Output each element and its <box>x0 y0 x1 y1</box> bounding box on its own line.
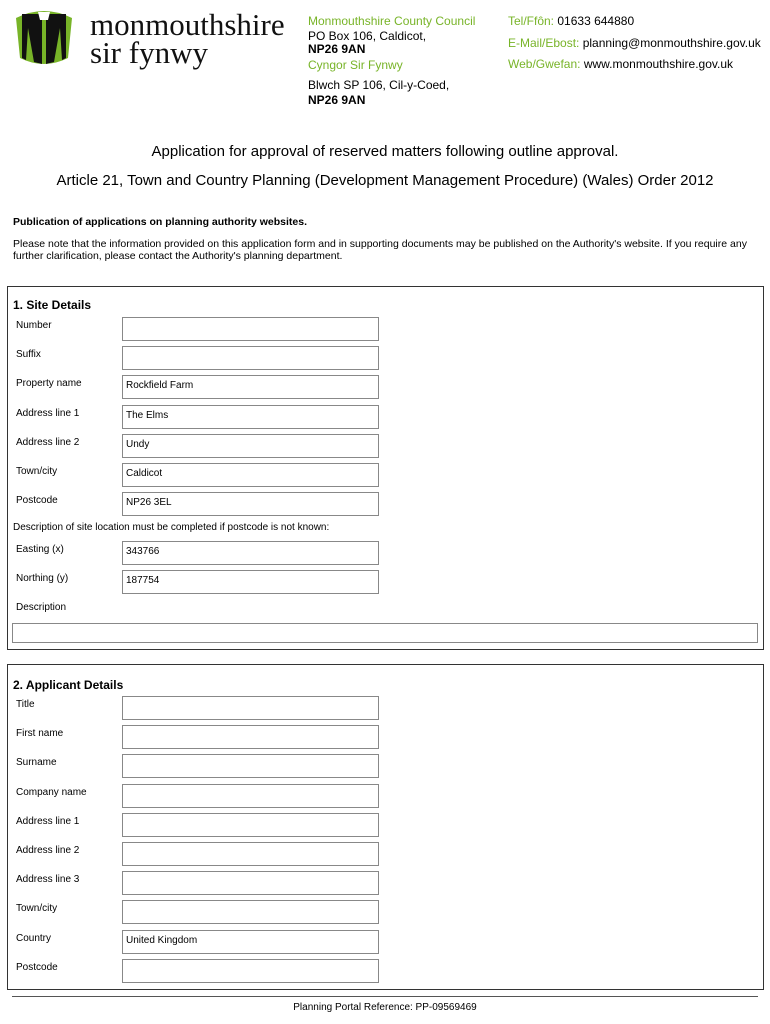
field-label: Postcode <box>16 495 58 507</box>
input-field[interactable] <box>122 463 379 487</box>
field-label: Postcode <box>16 961 58 973</box>
field-label: Address line 2 <box>16 436 80 448</box>
field-value: The Elms <box>126 409 169 421</box>
input-field[interactable] <box>122 754 379 778</box>
field-label: Number <box>16 320 52 331</box>
tel-label: Tel/Ffôn: <box>508 14 555 28</box>
input-field[interactable] <box>122 725 379 749</box>
description-field[interactable] <box>12 623 758 643</box>
field-value: Rockfield Farm <box>126 380 194 392</box>
input-field[interactable] <box>122 405 379 429</box>
monmouthshire-logo <box>12 8 76 68</box>
applicant-details-section <box>7 664 764 990</box>
input-field[interactable] <box>122 813 379 837</box>
input-field[interactable] <box>122 346 379 370</box>
footer-divider <box>12 996 758 997</box>
site-details-section <box>7 286 764 650</box>
field-label: Title <box>16 699 35 710</box>
site-location-note: Description of site location must be completed if postcode is not known: <box>13 522 330 533</box>
portal-reference: Planning Portal Reference: PP-09569469 <box>293 1002 477 1013</box>
field-label: Address line 1 <box>16 407 80 419</box>
northing-label: Northing (y) <box>16 573 69 584</box>
field-value: United Kingdom <box>126 934 198 946</box>
input-field[interactable] <box>122 842 379 866</box>
site-details-title: 1. Site Details <box>13 298 92 312</box>
web-label: Web/Gwefan: <box>508 57 581 71</box>
northing-value: 187754 <box>126 575 160 586</box>
input-field[interactable] <box>122 900 379 924</box>
easting-value: 343766 <box>126 546 160 557</box>
welsh-address: Blwch SP 106, Cil-y-Coed, <box>308 78 450 92</box>
notice-text: Please note that the information provided on this application form and in supporting documents may be published on the Authority's website. If you require any further clarification, please contact the Authority's planning department. <box>13 238 747 262</box>
input-field[interactable] <box>122 696 379 720</box>
field-label: Property name <box>16 378 82 390</box>
field-value: Caldicot <box>126 468 163 479</box>
input-field[interactable] <box>122 375 379 399</box>
tel-value: 01633 644880 <box>557 14 635 28</box>
logo-text-line2: sir fynwy <box>90 35 208 70</box>
email-value[interactable]: planning@monmouthshire.gov.uk <box>582 36 761 50</box>
input-field[interactable] <box>122 317 379 341</box>
contact-email <box>508 36 761 51</box>
input-field[interactable] <box>122 871 379 895</box>
council-postcode: NP26 9AN <box>308 42 366 56</box>
input-field[interactable] <box>122 959 379 983</box>
welsh-postcode: NP26 9AN <box>308 93 366 107</box>
input-field[interactable] <box>122 492 379 516</box>
easting-label: Easting (x) <box>16 544 64 555</box>
field-value: NP26 3EL <box>126 497 172 509</box>
input-field[interactable] <box>122 930 379 954</box>
description-label: Description <box>16 602 67 613</box>
form-subtitle: Article 21, Town and Country Planning (Development Management Procedure) (Wales) Order 2012 <box>56 172 714 189</box>
applicant-details-title: 2. Applicant Details <box>13 678 124 692</box>
email-label: E-Mail/Ebost: <box>508 36 580 50</box>
field-label: Surname <box>16 757 57 769</box>
contact-tel <box>508 14 634 29</box>
council-name: Monmouthshire County Council <box>308 14 476 28</box>
easting-field[interactable] <box>122 541 379 565</box>
contact-web <box>508 57 733 72</box>
input-field[interactable] <box>122 784 379 808</box>
field-value: Undy <box>126 438 150 450</box>
notice-heading: Publication of applications on planning authority websites. <box>13 216 308 228</box>
field-label: Address line 2 <box>16 845 80 856</box>
field-label: Suffix <box>16 349 41 361</box>
form-title: Application for approval of reserved matters following outline approval. <box>151 143 619 160</box>
council-address: PO Box 106, Caldicot, <box>308 29 427 43</box>
field-label: Country <box>16 932 52 944</box>
web-value[interactable]: www.monmouthshire.gov.uk <box>583 57 734 71</box>
field-label: Town/city <box>16 903 58 915</box>
field-label: Address line 3 <box>16 874 80 886</box>
field-label: First name <box>16 728 64 740</box>
welsh-council-name: Cyngor Sir Fynwy <box>308 58 403 72</box>
field-label: Address line 1 <box>16 815 80 827</box>
field-label: Company name <box>16 786 87 798</box>
northing-field[interactable] <box>122 570 379 594</box>
logo-text-line1: monmouthshire <box>90 7 285 42</box>
field-label: Town/city <box>16 466 58 477</box>
input-field[interactable] <box>122 434 379 458</box>
